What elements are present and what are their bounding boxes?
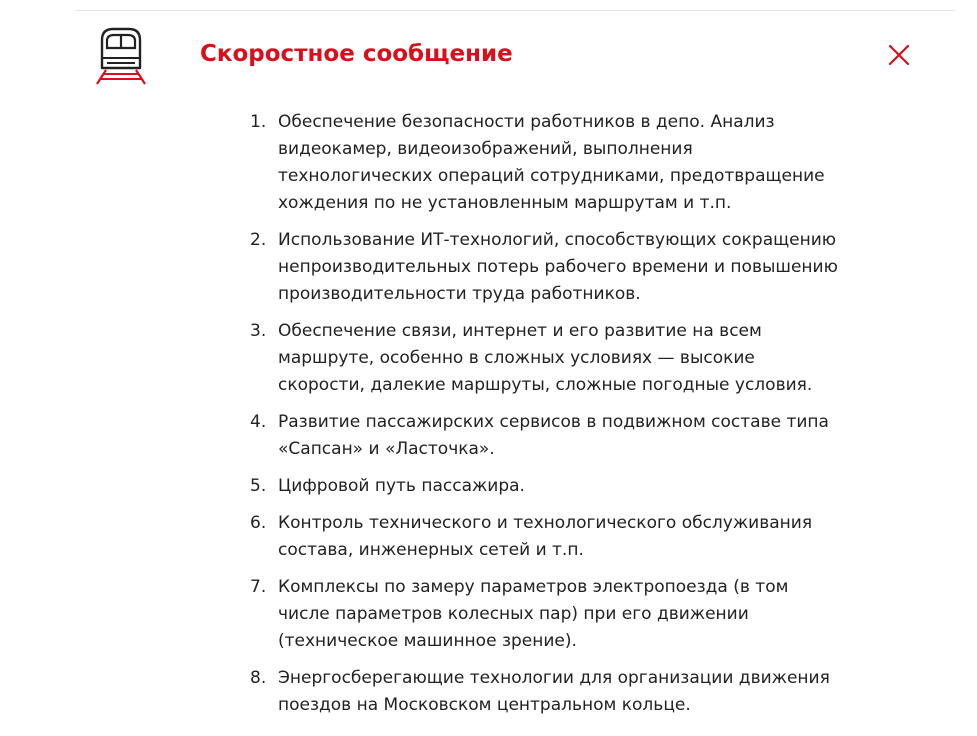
- list-item-text: Энергосберегающие технологии для организации движения поездов на Московском центральном кольце.: [278, 668, 830, 715]
- list-item-number: 7.: [250, 577, 267, 597]
- list-item-number: 5.: [250, 476, 267, 496]
- list-item-number: 8.: [250, 668, 267, 688]
- list-item-number: 3.: [250, 321, 267, 341]
- requirements-list: [250, 109, 890, 729]
- high-speed-train-icon: [92, 24, 150, 86]
- close-button[interactable]: [885, 41, 913, 69]
- list-item-text: Развитие пассажирских сервисов в подвижном составе типа «Сапсан» и «Ласточка».: [278, 412, 829, 459]
- list-item: [250, 473, 890, 500]
- list-item-text: Обеспечение безопасности работников в депо. Анализ видеокамер, видеоизображений, выполнения технологических операций сотрудниками, предотвращение хождения по не установленным маршрутам и т.п.: [278, 112, 825, 213]
- list-item-number: 1.: [250, 112, 267, 132]
- list-item: [250, 665, 890, 719]
- list-item-text: Использование ИТ-технологий, способствующих сокращению непроизводительных потерь рабочего времени и повышению производительности труда работников.: [278, 230, 838, 304]
- list-item-number: 2.: [250, 230, 267, 250]
- list-item: [250, 318, 890, 399]
- list-item: [250, 574, 890, 655]
- list-item-text: Цифровой путь пассажира.: [278, 476, 525, 496]
- top-divider: [75, 10, 955, 11]
- page-title: Скоростное сообщение: [200, 41, 513, 67]
- list-item: [250, 510, 890, 564]
- close-icon[interactable]: [885, 41, 913, 69]
- list-item: [250, 109, 890, 217]
- list-item-text: Контроль технического и технологического обслуживания состава, инженерных сетей и т.п.: [278, 513, 813, 560]
- list-item: [250, 409, 890, 463]
- list-item-text: Комплексы по замеру параметров электропоезда (в том числе параметров колесных пар) при его движении (техническое машинное зрение).: [278, 577, 789, 651]
- list-item: [250, 227, 890, 308]
- list-item-text: Обеспечение связи, интернет и его развитие на всем маршруте, особенно в сложных условиях — высокие скорости, далекие маршруты, сложные погодные условия.: [278, 321, 813, 395]
- list-item-number: 6.: [250, 513, 267, 533]
- list-item-number: 4.: [250, 412, 267, 432]
